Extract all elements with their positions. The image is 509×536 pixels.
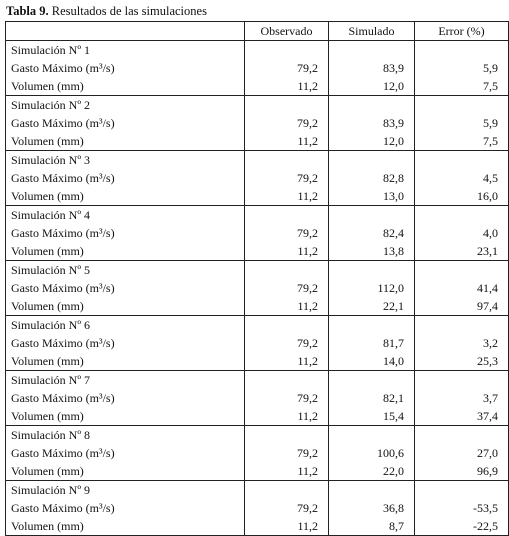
group-title-row xyxy=(6,316,509,335)
table-row xyxy=(6,187,509,206)
observado-value: 11,2 xyxy=(245,352,329,371)
results-table xyxy=(5,21,509,536)
row-label: Gasto Máximo (m³/s) xyxy=(6,444,245,462)
empty-cell xyxy=(415,261,509,280)
observado-value: 11,2 xyxy=(245,242,329,261)
header-observado: Observado xyxy=(245,22,329,41)
simulation-title: Simulación Nº 1 xyxy=(6,41,245,60)
group-title-row xyxy=(6,481,509,500)
empty-cell xyxy=(415,96,509,115)
error-value: -53,5 xyxy=(415,499,509,517)
simulado-value: 12,0 xyxy=(329,132,415,151)
simulation-title: Simulación Nº 4 xyxy=(6,206,245,225)
error-value: 5,9 xyxy=(415,59,509,77)
table-row xyxy=(6,462,509,481)
row-label: Volumen (mm) xyxy=(6,242,245,261)
error-value: 3,2 xyxy=(415,334,509,352)
simulado-value: 8,7 xyxy=(329,517,415,536)
observado-value: 79,2 xyxy=(245,444,329,462)
simulation-title: Simulación Nº 8 xyxy=(6,426,245,445)
row-label: Volumen (mm) xyxy=(6,517,245,536)
table-row xyxy=(6,352,509,371)
observado-value: 79,2 xyxy=(245,114,329,132)
observado-value: 11,2 xyxy=(245,187,329,206)
simulado-value: 81,7 xyxy=(329,334,415,352)
simulado-value: 100,6 xyxy=(329,444,415,462)
error-value: -22,5 xyxy=(415,517,509,536)
simulado-value: 82,8 xyxy=(329,169,415,187)
group-title-row xyxy=(6,96,509,115)
table-row xyxy=(6,389,509,407)
error-value: 41,4 xyxy=(415,279,509,297)
observado-value: 11,2 xyxy=(245,517,329,536)
empty-cell xyxy=(415,41,509,60)
row-label: Volumen (mm) xyxy=(6,187,245,206)
row-label: Gasto Máximo (m³/s) xyxy=(6,389,245,407)
group-title-row xyxy=(6,151,509,170)
simulado-value: 13,8 xyxy=(329,242,415,261)
table-row xyxy=(6,169,509,187)
table-row xyxy=(6,517,509,536)
observado-value: 11,2 xyxy=(245,77,329,96)
error-value: 3,7 xyxy=(415,389,509,407)
simulado-value: 36,8 xyxy=(329,499,415,517)
empty-cell xyxy=(329,41,415,60)
simulado-value: 112,0 xyxy=(329,279,415,297)
observado-value: 11,2 xyxy=(245,297,329,316)
group-title-row xyxy=(6,426,509,445)
observado-value: 79,2 xyxy=(245,279,329,297)
simulation-title: Simulación Nº 3 xyxy=(6,151,245,170)
row-label: Gasto Máximo (m³/s) xyxy=(6,279,245,297)
empty-cell xyxy=(245,426,329,445)
simulado-value: 83,9 xyxy=(329,59,415,77)
empty-cell xyxy=(415,316,509,335)
empty-cell xyxy=(415,481,509,500)
row-label: Volumen (mm) xyxy=(6,132,245,151)
empty-cell xyxy=(245,151,329,170)
row-label: Gasto Máximo (m³/s) xyxy=(6,114,245,132)
group-title-row xyxy=(6,41,509,60)
empty-cell xyxy=(329,371,415,390)
observado-value: 79,2 xyxy=(245,59,329,77)
error-value: 4,0 xyxy=(415,224,509,242)
table-row xyxy=(6,334,509,352)
simulado-value: 15,4 xyxy=(329,407,415,426)
empty-cell xyxy=(245,206,329,225)
row-label: Gasto Máximo (m³/s) xyxy=(6,169,245,187)
row-label: Gasto Máximo (m³/s) xyxy=(6,224,245,242)
simulado-value: 13,0 xyxy=(329,187,415,206)
observado-value: 11,2 xyxy=(245,462,329,481)
empty-cell xyxy=(329,316,415,335)
empty-cell xyxy=(329,426,415,445)
empty-cell xyxy=(245,316,329,335)
simulado-value: 82,4 xyxy=(329,224,415,242)
simulation-title: Simulación Nº 6 xyxy=(6,316,245,335)
simulado-value: 83,9 xyxy=(329,114,415,132)
header-simulado: Simulado xyxy=(329,22,415,41)
row-label: Volumen (mm) xyxy=(6,462,245,481)
empty-cell xyxy=(245,96,329,115)
table-row xyxy=(6,59,509,77)
empty-cell xyxy=(245,41,329,60)
observado-value: 79,2 xyxy=(245,334,329,352)
row-label: Gasto Máximo (m³/s) xyxy=(6,499,245,517)
error-value: 97,4 xyxy=(415,297,509,316)
table-row xyxy=(6,279,509,297)
error-value: 37,4 xyxy=(415,407,509,426)
error-value: 25,3 xyxy=(415,352,509,371)
empty-cell xyxy=(245,371,329,390)
table-row xyxy=(6,224,509,242)
header-label-column xyxy=(6,22,245,41)
empty-cell xyxy=(415,151,509,170)
observado-value: 79,2 xyxy=(245,389,329,407)
observado-value: 11,2 xyxy=(245,407,329,426)
table-row xyxy=(6,297,509,316)
row-label: Volumen (mm) xyxy=(6,77,245,96)
observado-value: 79,2 xyxy=(245,499,329,517)
table-row xyxy=(6,499,509,517)
simulation-title: Simulación Nº 5 xyxy=(6,261,245,280)
row-label: Gasto Máximo (m³/s) xyxy=(6,334,245,352)
row-label: Gasto Máximo (m³/s) xyxy=(6,59,245,77)
simulado-value: 14,0 xyxy=(329,352,415,371)
empty-cell xyxy=(329,96,415,115)
header-error: Error (%) xyxy=(415,22,509,41)
group-title-row xyxy=(6,206,509,225)
table-row xyxy=(6,114,509,132)
observado-value: 11,2 xyxy=(245,132,329,151)
table-row xyxy=(6,444,509,462)
error-value: 4,5 xyxy=(415,169,509,187)
simulado-value: 22,0 xyxy=(329,462,415,481)
empty-cell xyxy=(329,206,415,225)
error-value: 5,9 xyxy=(415,114,509,132)
table-row xyxy=(6,132,509,151)
group-title-row xyxy=(6,371,509,390)
table-row xyxy=(6,242,509,261)
empty-cell xyxy=(329,151,415,170)
error-value: 7,5 xyxy=(415,77,509,96)
empty-cell xyxy=(415,426,509,445)
empty-cell xyxy=(329,481,415,500)
table-body xyxy=(6,41,509,536)
error-value: 23,1 xyxy=(415,242,509,261)
table-header-row xyxy=(6,22,509,41)
table-caption xyxy=(6,3,207,19)
table-row xyxy=(6,77,509,96)
empty-cell xyxy=(415,371,509,390)
row-label: Volumen (mm) xyxy=(6,297,245,316)
table-caption-label: Tabla 9. xyxy=(6,4,49,18)
simulado-value: 22,1 xyxy=(329,297,415,316)
table-row xyxy=(6,407,509,426)
error-value: 16,0 xyxy=(415,187,509,206)
row-label: Volumen (mm) xyxy=(6,352,245,371)
simulation-title: Simulación Nº 2 xyxy=(6,96,245,115)
observado-value: 79,2 xyxy=(245,224,329,242)
row-label: Volumen (mm) xyxy=(6,407,245,426)
table-caption-text: Resultados de las simulaciones xyxy=(48,4,207,18)
empty-cell xyxy=(329,261,415,280)
empty-cell xyxy=(245,481,329,500)
error-value: 7,5 xyxy=(415,132,509,151)
observado-value: 79,2 xyxy=(245,169,329,187)
error-value: 27,0 xyxy=(415,444,509,462)
error-value: 96,9 xyxy=(415,462,509,481)
empty-cell xyxy=(245,261,329,280)
simulado-value: 12,0 xyxy=(329,77,415,96)
group-title-row xyxy=(6,261,509,280)
simulation-title: Simulación Nº 7 xyxy=(6,371,245,390)
empty-cell xyxy=(415,206,509,225)
simulado-value: 82,1 xyxy=(329,389,415,407)
simulation-title: Simulación Nº 9 xyxy=(6,481,245,500)
